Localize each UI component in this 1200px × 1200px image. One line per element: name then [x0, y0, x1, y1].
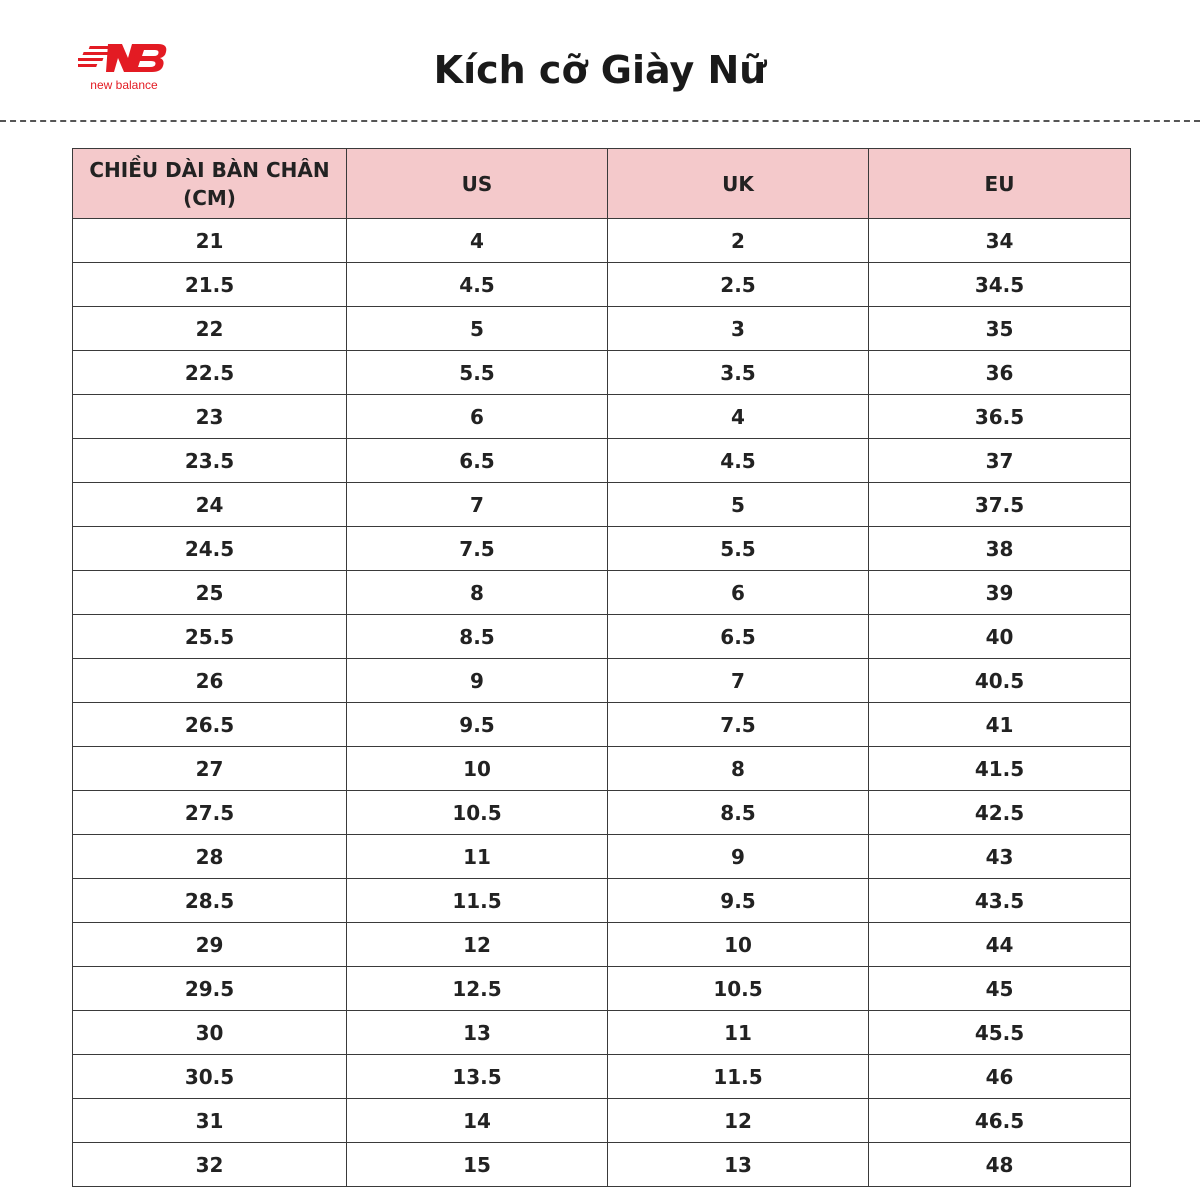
table-cell: 22.5 [73, 351, 347, 395]
table-row [73, 791, 1131, 835]
table-cell: 7 [347, 483, 608, 527]
table-cell: 7.5 [608, 703, 869, 747]
table-cell: 3.5 [608, 351, 869, 395]
table-cell: 9 [608, 835, 869, 879]
table-cell: 10 [347, 747, 608, 791]
page-title: Kích cỡ Giày Nữ [433, 48, 767, 92]
table-cell: 23 [73, 395, 347, 439]
table-cell: 25.5 [73, 615, 347, 659]
table-cell: 11 [347, 835, 608, 879]
table-cell: 6.5 [347, 439, 608, 483]
table-cell: 37.5 [869, 483, 1131, 527]
column-header: US [347, 149, 608, 219]
table-cell: 11.5 [608, 1055, 869, 1099]
table-cell: 23.5 [73, 439, 347, 483]
size-chart-table [72, 148, 1131, 1187]
table-cell: 21 [73, 219, 347, 263]
table-row [73, 483, 1131, 527]
table-cell: 12 [608, 1099, 869, 1143]
table-cell: 4 [347, 219, 608, 263]
table-row [73, 439, 1131, 483]
table-cell: 26 [73, 659, 347, 703]
table-cell: 12.5 [347, 967, 608, 1011]
table-cell: 38 [869, 527, 1131, 571]
table-row [73, 571, 1131, 615]
dashed-divider [0, 120, 1200, 122]
table-row [73, 527, 1131, 571]
table-cell: 5 [608, 483, 869, 527]
table-cell: 22 [73, 307, 347, 351]
table-cell: 44 [869, 923, 1131, 967]
table-cell: 11.5 [347, 879, 608, 923]
table-cell: 46.5 [869, 1099, 1131, 1143]
table-cell: 42.5 [869, 791, 1131, 835]
table-row [73, 703, 1131, 747]
table-cell: 40.5 [869, 659, 1131, 703]
table-cell: 27.5 [73, 791, 347, 835]
table-cell: 7.5 [347, 527, 608, 571]
table-cell: 10 [608, 923, 869, 967]
table-cell: 46 [869, 1055, 1131, 1099]
table-cell: 21.5 [73, 263, 347, 307]
table-row [73, 1143, 1131, 1187]
table-cell: 30 [73, 1011, 347, 1055]
column-header: CHIỀU DÀI BÀN CHÂN (CM) [73, 149, 347, 219]
table-cell: 8.5 [608, 791, 869, 835]
table-cell: 6.5 [608, 615, 869, 659]
table-cell: 13 [608, 1143, 869, 1187]
table-row [73, 395, 1131, 439]
table-cell: 32 [73, 1143, 347, 1187]
table-cell: 11 [608, 1011, 869, 1055]
table-cell: 4.5 [608, 439, 869, 483]
table-cell: 35 [869, 307, 1131, 351]
table-cell: 13.5 [347, 1055, 608, 1099]
table-row [73, 615, 1131, 659]
table-cell: 6 [347, 395, 608, 439]
table-cell: 34 [869, 219, 1131, 263]
table-row [73, 263, 1131, 307]
table-cell: 26.5 [73, 703, 347, 747]
table-cell: 5.5 [608, 527, 869, 571]
table-cell: 6 [608, 571, 869, 615]
table-row [73, 923, 1131, 967]
table-cell: 8.5 [347, 615, 608, 659]
table-row [73, 1011, 1131, 1055]
brand-name: new balance [90, 78, 158, 92]
table-cell: 12 [347, 923, 608, 967]
table-cell: 9 [347, 659, 608, 703]
table-cell: 45 [869, 967, 1131, 1011]
table-cell: 2.5 [608, 263, 869, 307]
table-cell: 24 [73, 483, 347, 527]
table-row [73, 351, 1131, 395]
table-cell: 9.5 [347, 703, 608, 747]
table-row [73, 747, 1131, 791]
table-row [73, 1055, 1131, 1099]
table-cell: 15 [347, 1143, 608, 1187]
table-row [73, 879, 1131, 923]
table-row [73, 307, 1131, 351]
table-cell: 3 [608, 307, 869, 351]
table-cell: 25 [73, 571, 347, 615]
table-cell: 34.5 [869, 263, 1131, 307]
table-cell: 43.5 [869, 879, 1131, 923]
table-cell: 29 [73, 923, 347, 967]
table-header [73, 149, 1131, 219]
table-cell: 31 [73, 1099, 347, 1143]
table-cell: 36.5 [869, 395, 1131, 439]
table-cell: 8 [608, 747, 869, 791]
table-cell: 43 [869, 835, 1131, 879]
table-row [73, 219, 1131, 263]
table-row [73, 659, 1131, 703]
table-cell: 37 [869, 439, 1131, 483]
table-cell: 40 [869, 615, 1131, 659]
table-cell: 48 [869, 1143, 1131, 1187]
table-cell: 5 [347, 307, 608, 351]
table-body [73, 219, 1131, 1187]
table-row [73, 967, 1131, 1011]
column-header: UK [608, 149, 869, 219]
table-cell: 2 [608, 219, 869, 263]
table-cell: 28.5 [73, 879, 347, 923]
table-cell: 7 [608, 659, 869, 703]
table-cell: 27 [73, 747, 347, 791]
column-header: EU [869, 149, 1131, 219]
table-row [73, 1099, 1131, 1143]
table-cell: 13 [347, 1011, 608, 1055]
table-cell: 28 [73, 835, 347, 879]
table-cell: 10.5 [608, 967, 869, 1011]
table-row [73, 835, 1131, 879]
table-cell: 4.5 [347, 263, 608, 307]
table-cell: 30.5 [73, 1055, 347, 1099]
table-cell: 41.5 [869, 747, 1131, 791]
table-cell: 29.5 [73, 967, 347, 1011]
table-cell: 45.5 [869, 1011, 1131, 1055]
table-cell: 14 [347, 1099, 608, 1143]
table-cell: 5.5 [347, 351, 608, 395]
table-cell: 4 [608, 395, 869, 439]
table-cell: 39 [869, 571, 1131, 615]
table-cell: 9.5 [608, 879, 869, 923]
table-cell: 36 [869, 351, 1131, 395]
table-cell: 8 [347, 571, 608, 615]
table-cell: 41 [869, 703, 1131, 747]
table-cell: 10.5 [347, 791, 608, 835]
table-cell: 24.5 [73, 527, 347, 571]
